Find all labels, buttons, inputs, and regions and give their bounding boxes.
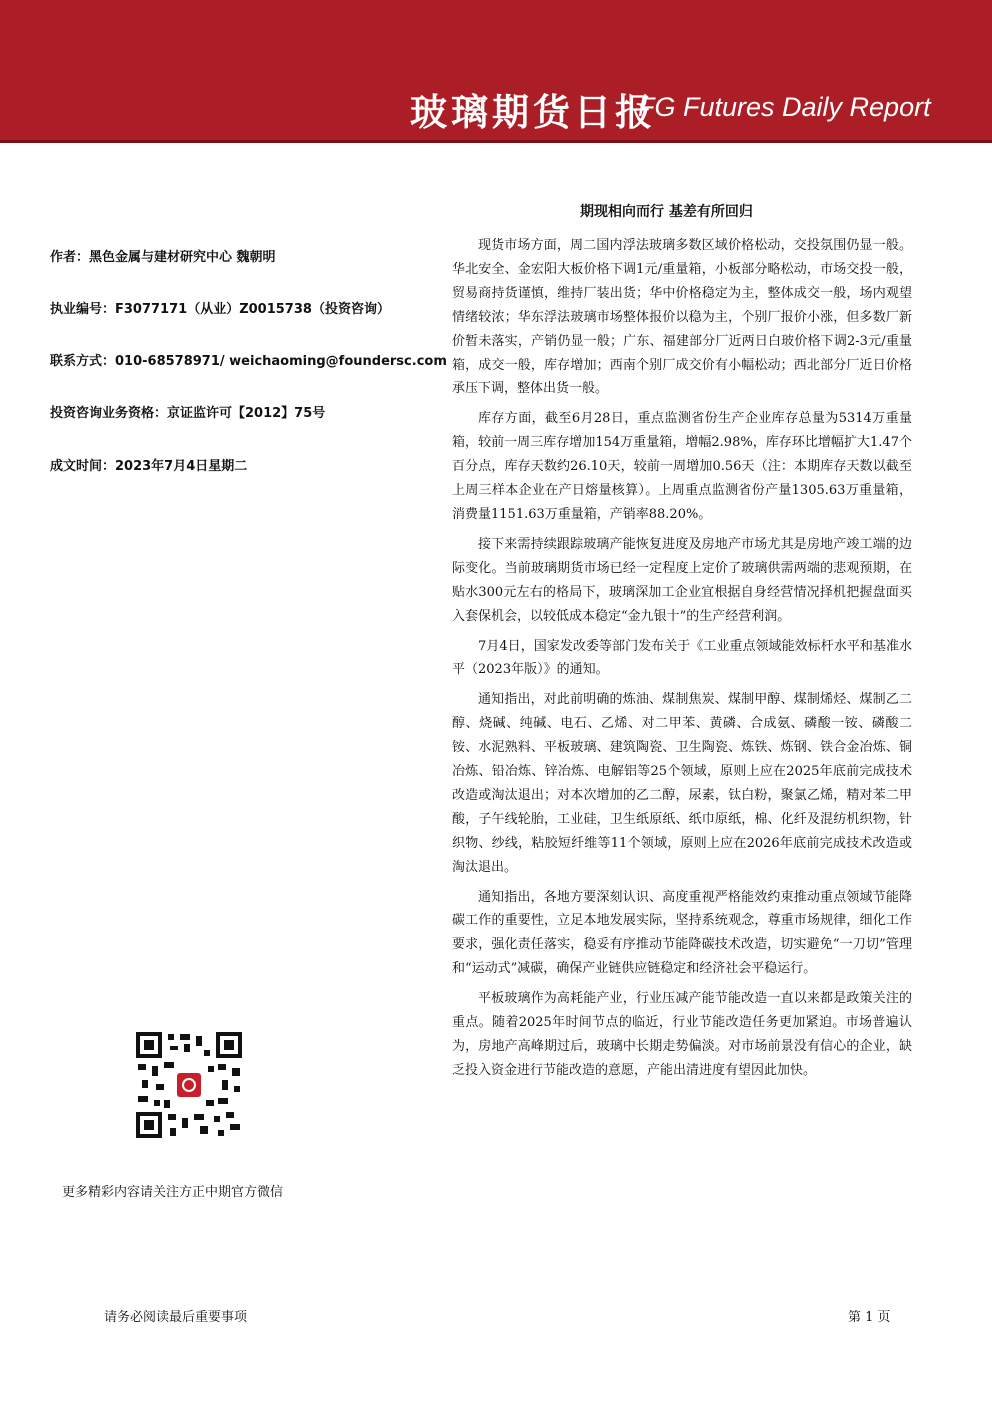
qr-caption: 更多精彩内容请关注方正中期官方微信 xyxy=(62,1185,284,1200)
wechat-qr-code xyxy=(134,1030,244,1140)
contact-line: 联系方式：010-68578971/ weichaoming@foundersc.com xyxy=(50,354,447,369)
header-divider xyxy=(0,140,992,143)
paragraph: 现货市场方面，周二国内浮法玻璃多数区域价格松动，交投氛围仍显一般。华北安全、金宏阳大板价格下调1元/重量箱，小板部分略松动，市场交投一般，贸易商持货谨慎，维持厂装出货；华中价格稳定为主，整体成交一般，场内观望情绪较浓；华东浮法玻璃市场整体报价以稳为主，个别厂报价小涨，但多数厂新价暂未落实，产销仍显一般；广东、福建部分厂近两日白玻价格下调2-3元/重量箱，成交一般，库存增加；西南个别厂成交价有小幅松动；西北部分厂近日价格承压下调，整体出货一般。 xyxy=(452,238,912,397)
paragraph: 通知指出，对此前明确的炼油、煤制焦炭、煤制甲醇、煤制烯烃、煤制乙二醇、烧碱、纯碱、电石、乙烯、对二甲苯、黄磷、合成氨、磷酸一铵、磷酸二铵、水泥熟料、平板玻璃、建筑陶瓷、卫生陶瓷、炼铁、炼钢、铁合金冶炼、铜冶炼、铅冶炼、锌冶炼、电解铝等25个领域，原则上应在2025年底前完成技术改造或淘汰退出；对本次增加的乙二醇，尿素，钛白粉，聚氯乙烯，精对苯二甲酸，子午线轮胎，工业硅，卫生纸原纸、纸巾原纸，棉、化纤及混纺机织物，针织物、纱线，粘胶短纤维等11个领域，原则上应在2026年底前完成技术改造或淘汰退出。 xyxy=(452,692,912,875)
paragraph: 平板玻璃作为高耗能产业，行业压减产能节能改造一直以来都是政策关注的重点。随着2025年时间节点的临近，行业节能改造任务更加紧迫。市场普遍认为，房地产高峰期过后，玻璃中长期走势偏淡。对市场前景没有信心的企业，缺乏投入资金进行节能改造的意愿，产能出清进度有望因此加快。 xyxy=(452,991,912,1078)
footer-notice: 请务必阅读最后重要事项 xyxy=(104,1310,248,1325)
date-line: 成文时间：2023年7月4日星期二 xyxy=(50,459,248,474)
author-line: 作者：黑色金属与建材研究中心 魏朝明 xyxy=(50,250,276,265)
license-line: 执业编号：F3077171（从业）Z0015738（投资咨询） xyxy=(50,302,390,317)
report-title-cn: 玻璃期货日报 xyxy=(410,91,656,134)
page-number: 第 1 页 xyxy=(848,1310,891,1325)
paragraph: 通知指出，各地方要深刻认识、高度重视严格能效约束推动重点领域节能降碳工作的重要性，立足本地发展实际，坚持系统观念，尊重市场规律，细化工作要求，强化责任落实，稳妥有序推动节能降碳技术改造，切实避免“一刀切”管理和“运动式”减碳，确保产业链供应链稳定和经济社会平稳运行。 xyxy=(452,889,912,977)
paragraph: 7月4日，国家发改委等部门发布关于《工业重点领域能效标杆水平和基准水平（2023年版）》的通知。 xyxy=(452,638,912,678)
article-title: 期现相向而行 基差有所回归 xyxy=(580,204,753,220)
paragraph: 库存方面，截至6月28日，重点监测省份生产企业库存总量为5314万重量箱，较前一周三库存增加154万重量箱，增幅2.98%，库存环比增幅扩大1.47个百分点，库存天数约26.10天，较前一周增加0.56天（注：本期库存天数以截至上周三样本企业在产日熔量核算）。上周重点监测省份产量1305.63万重量箱，消费量1151.63万重量箱，产销率88.20%。 xyxy=(452,411,912,522)
article-body xyxy=(452,234,912,1089)
report-title-en: FG Futures Daily Report xyxy=(638,92,931,122)
paragraph: 接下来需持续跟踪玻璃产能恢复进度及房地产市场尤其是房地产竣工端的边际变化。当前玻璃期货市场已经一定程度上定价了玻璃供需两端的悲观预期，在贴水300元左右的格局下，玻璃深加工企业宜根据自身经营情况择机把握盘面买入套保机会，以较低成本稳定“金九银十”的生产经营利润。 xyxy=(452,536,912,624)
qualification-line: 投资咨询业务资格：京证监许可【2012】75号 xyxy=(50,406,326,421)
